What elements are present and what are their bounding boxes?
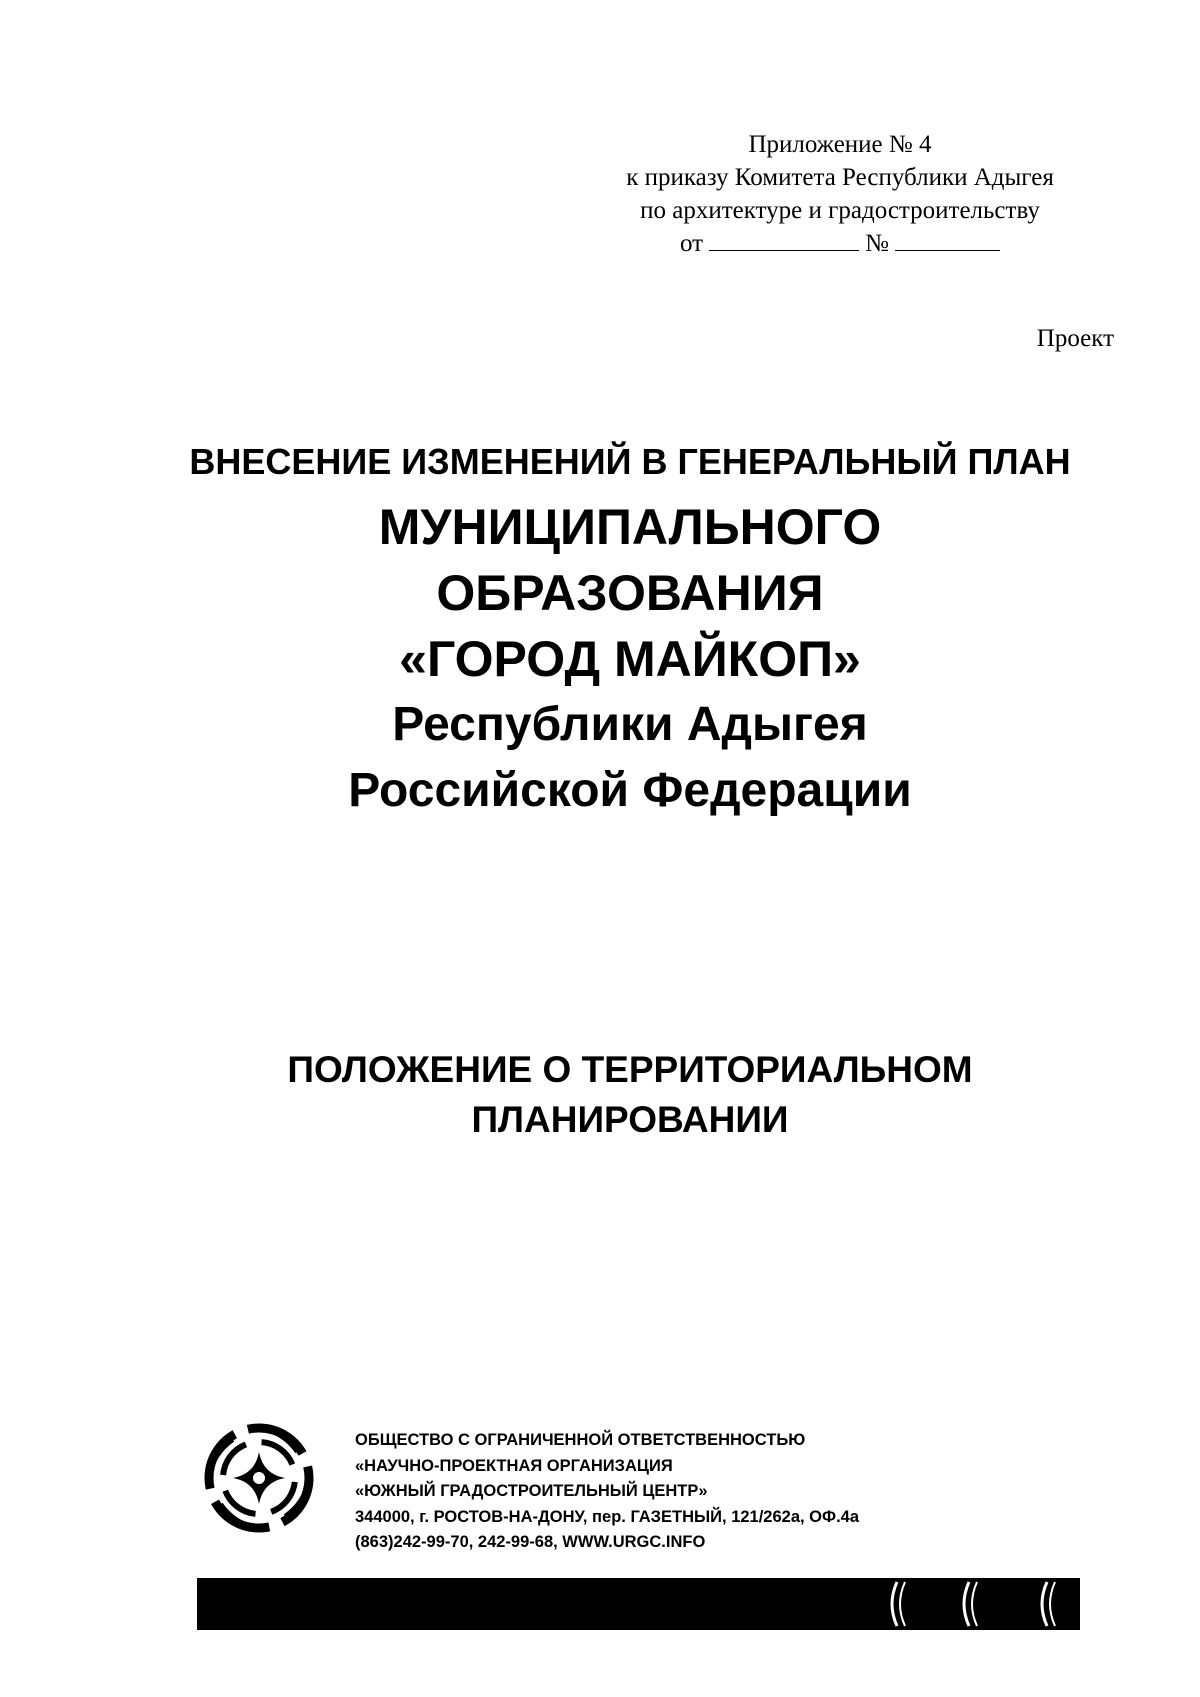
subtitle-line-2: ПЛАНИРОВАНИИ xyxy=(471,1099,789,1140)
appendix-date-number-line xyxy=(560,227,1120,260)
document-subtitle xyxy=(80,1045,1180,1145)
date-prefix: от xyxy=(680,230,704,257)
draft-label: Проект xyxy=(1036,325,1114,352)
org-name: «ЮЖНЫЙ ГРАДОСТРОИТЕЛЬНЫЙ ЦЕНТР» xyxy=(355,1482,708,1500)
organization-info xyxy=(355,1428,859,1556)
date-blank-field xyxy=(709,228,859,251)
org-contacts: (863)242-99-70, 242-99-68, WWW.URGC.INFO xyxy=(355,1533,706,1551)
decorative-footer-bar xyxy=(197,1578,1080,1630)
org-address: 344000, г. РОСТОВ-НА-ДОНУ, пер. ГАЗЕТНЫЙ, 121/262а, ОФ.4а xyxy=(355,1507,860,1526)
org-type: «НАУЧНО-ПРОЕКТНАЯ ОРГАНИЗАЦИЯ xyxy=(355,1456,673,1475)
number-sign: № xyxy=(865,230,889,257)
org-legal-form: ОБЩЕСТВО С ОГРАНИЧЕННОЙ ОТВЕТСТВЕННОСТЬЮ xyxy=(355,1431,806,1449)
title-line-6: Российской Федерации xyxy=(348,764,912,817)
title-line-3: ОБРАЗОВАНИЯ xyxy=(436,565,824,621)
title-line-4: «ГОРОД МАЙКОП» xyxy=(399,631,861,687)
urgc-logo-icon xyxy=(203,1422,315,1534)
title-line-2: МУНИЦИПАЛЬНОГО xyxy=(378,499,882,555)
document-title xyxy=(80,440,1180,824)
title-line-5: Республики Адыгея xyxy=(392,698,868,751)
number-blank-field xyxy=(895,228,1000,251)
appendix-number: Приложение № 4 xyxy=(748,131,932,158)
appendix-header xyxy=(560,128,1120,260)
appendix-order-ref: к приказу Комитета Республики Адыгея xyxy=(626,164,1054,191)
title-line-1: ВНЕСЕНИЕ ИЗМЕНЕНИЙ В ГЕНЕРАЛЬНЫЙ ПЛАН xyxy=(189,441,1071,482)
appendix-committee: по архитектуре и градостроительству xyxy=(640,197,1040,224)
subtitle-line-1: ПОЛОЖЕНИЕ О ТЕРРИТОРИАЛЬНОМ xyxy=(287,1049,973,1090)
